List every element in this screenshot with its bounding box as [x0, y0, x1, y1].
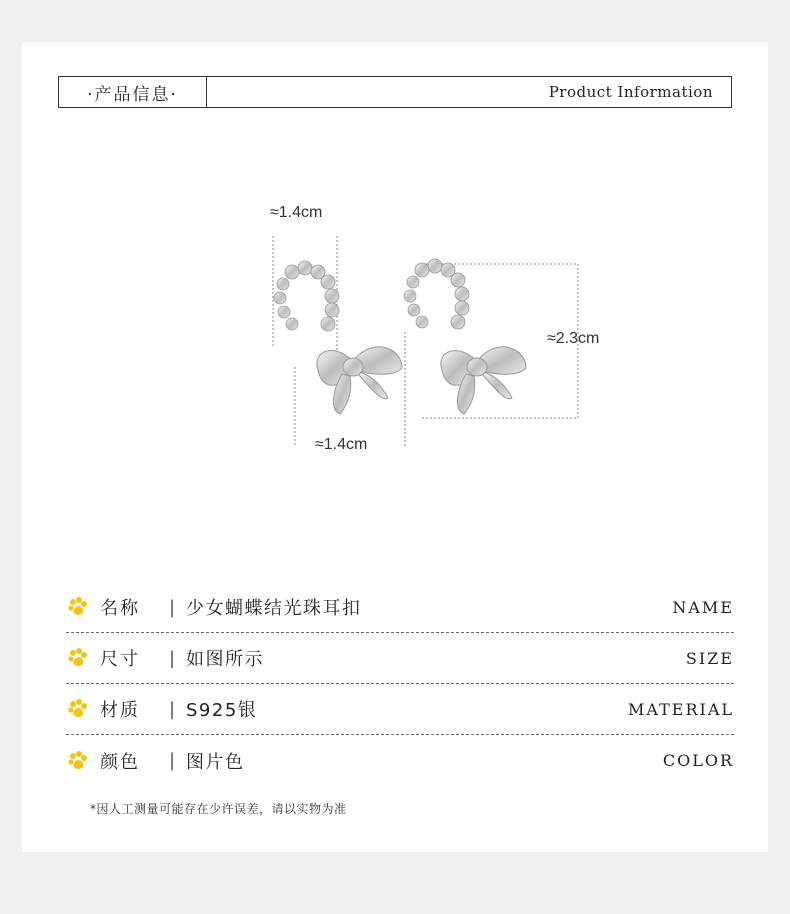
header-bar: [58, 76, 732, 108]
spec-row-size: [66, 633, 734, 684]
paw-icon: [66, 697, 90, 721]
right-earring: [404, 259, 526, 414]
measurement-note: *因人工测量可能存在少许误差，请以实物为准: [90, 802, 347, 816]
spec-value: S925银: [186, 700, 258, 721]
left-earring: [274, 261, 402, 414]
spec-row-name: [66, 582, 734, 633]
spec-en-label: COLOR: [662, 751, 734, 770]
spec-value: 图片色: [186, 751, 245, 773]
spec-label: 名称: [100, 598, 140, 619]
product-info-card: [22, 42, 768, 852]
spec-label: 颜色: [100, 751, 140, 773]
header-title-cn: ·产品信息·: [59, 77, 207, 107]
total-height-label: ≈2.3cm: [547, 330, 600, 347]
spec-value: 少女蝴蝶结光珠耳扣: [186, 598, 362, 619]
spec-label: 材质: [100, 700, 140, 721]
spec-en-label: MATERIAL: [628, 699, 734, 719]
spec-separator: |: [168, 647, 176, 669]
spec-list: [66, 582, 734, 786]
spec-separator: |: [168, 750, 176, 771]
product-diagram: [242, 192, 642, 492]
paw-icon: [66, 595, 90, 619]
spec-row-color: [66, 735, 734, 786]
header-title-en: Product Information: [548, 83, 713, 101]
spec-en-label: NAME: [672, 597, 734, 617]
spec-label: 尺寸: [100, 649, 140, 670]
paw-icon: [66, 646, 90, 670]
hoop-width-label: ≈1.4cm: [270, 204, 323, 221]
spec-en-label: SIZE: [685, 648, 734, 668]
spec-value: 如图所示: [186, 649, 264, 670]
spec-separator: |: [168, 596, 176, 618]
bow-width-label: ≈1.4cm: [315, 436, 368, 453]
paw-icon: [66, 749, 90, 773]
spec-separator: |: [168, 698, 176, 720]
spec-row-material: [66, 684, 734, 735]
